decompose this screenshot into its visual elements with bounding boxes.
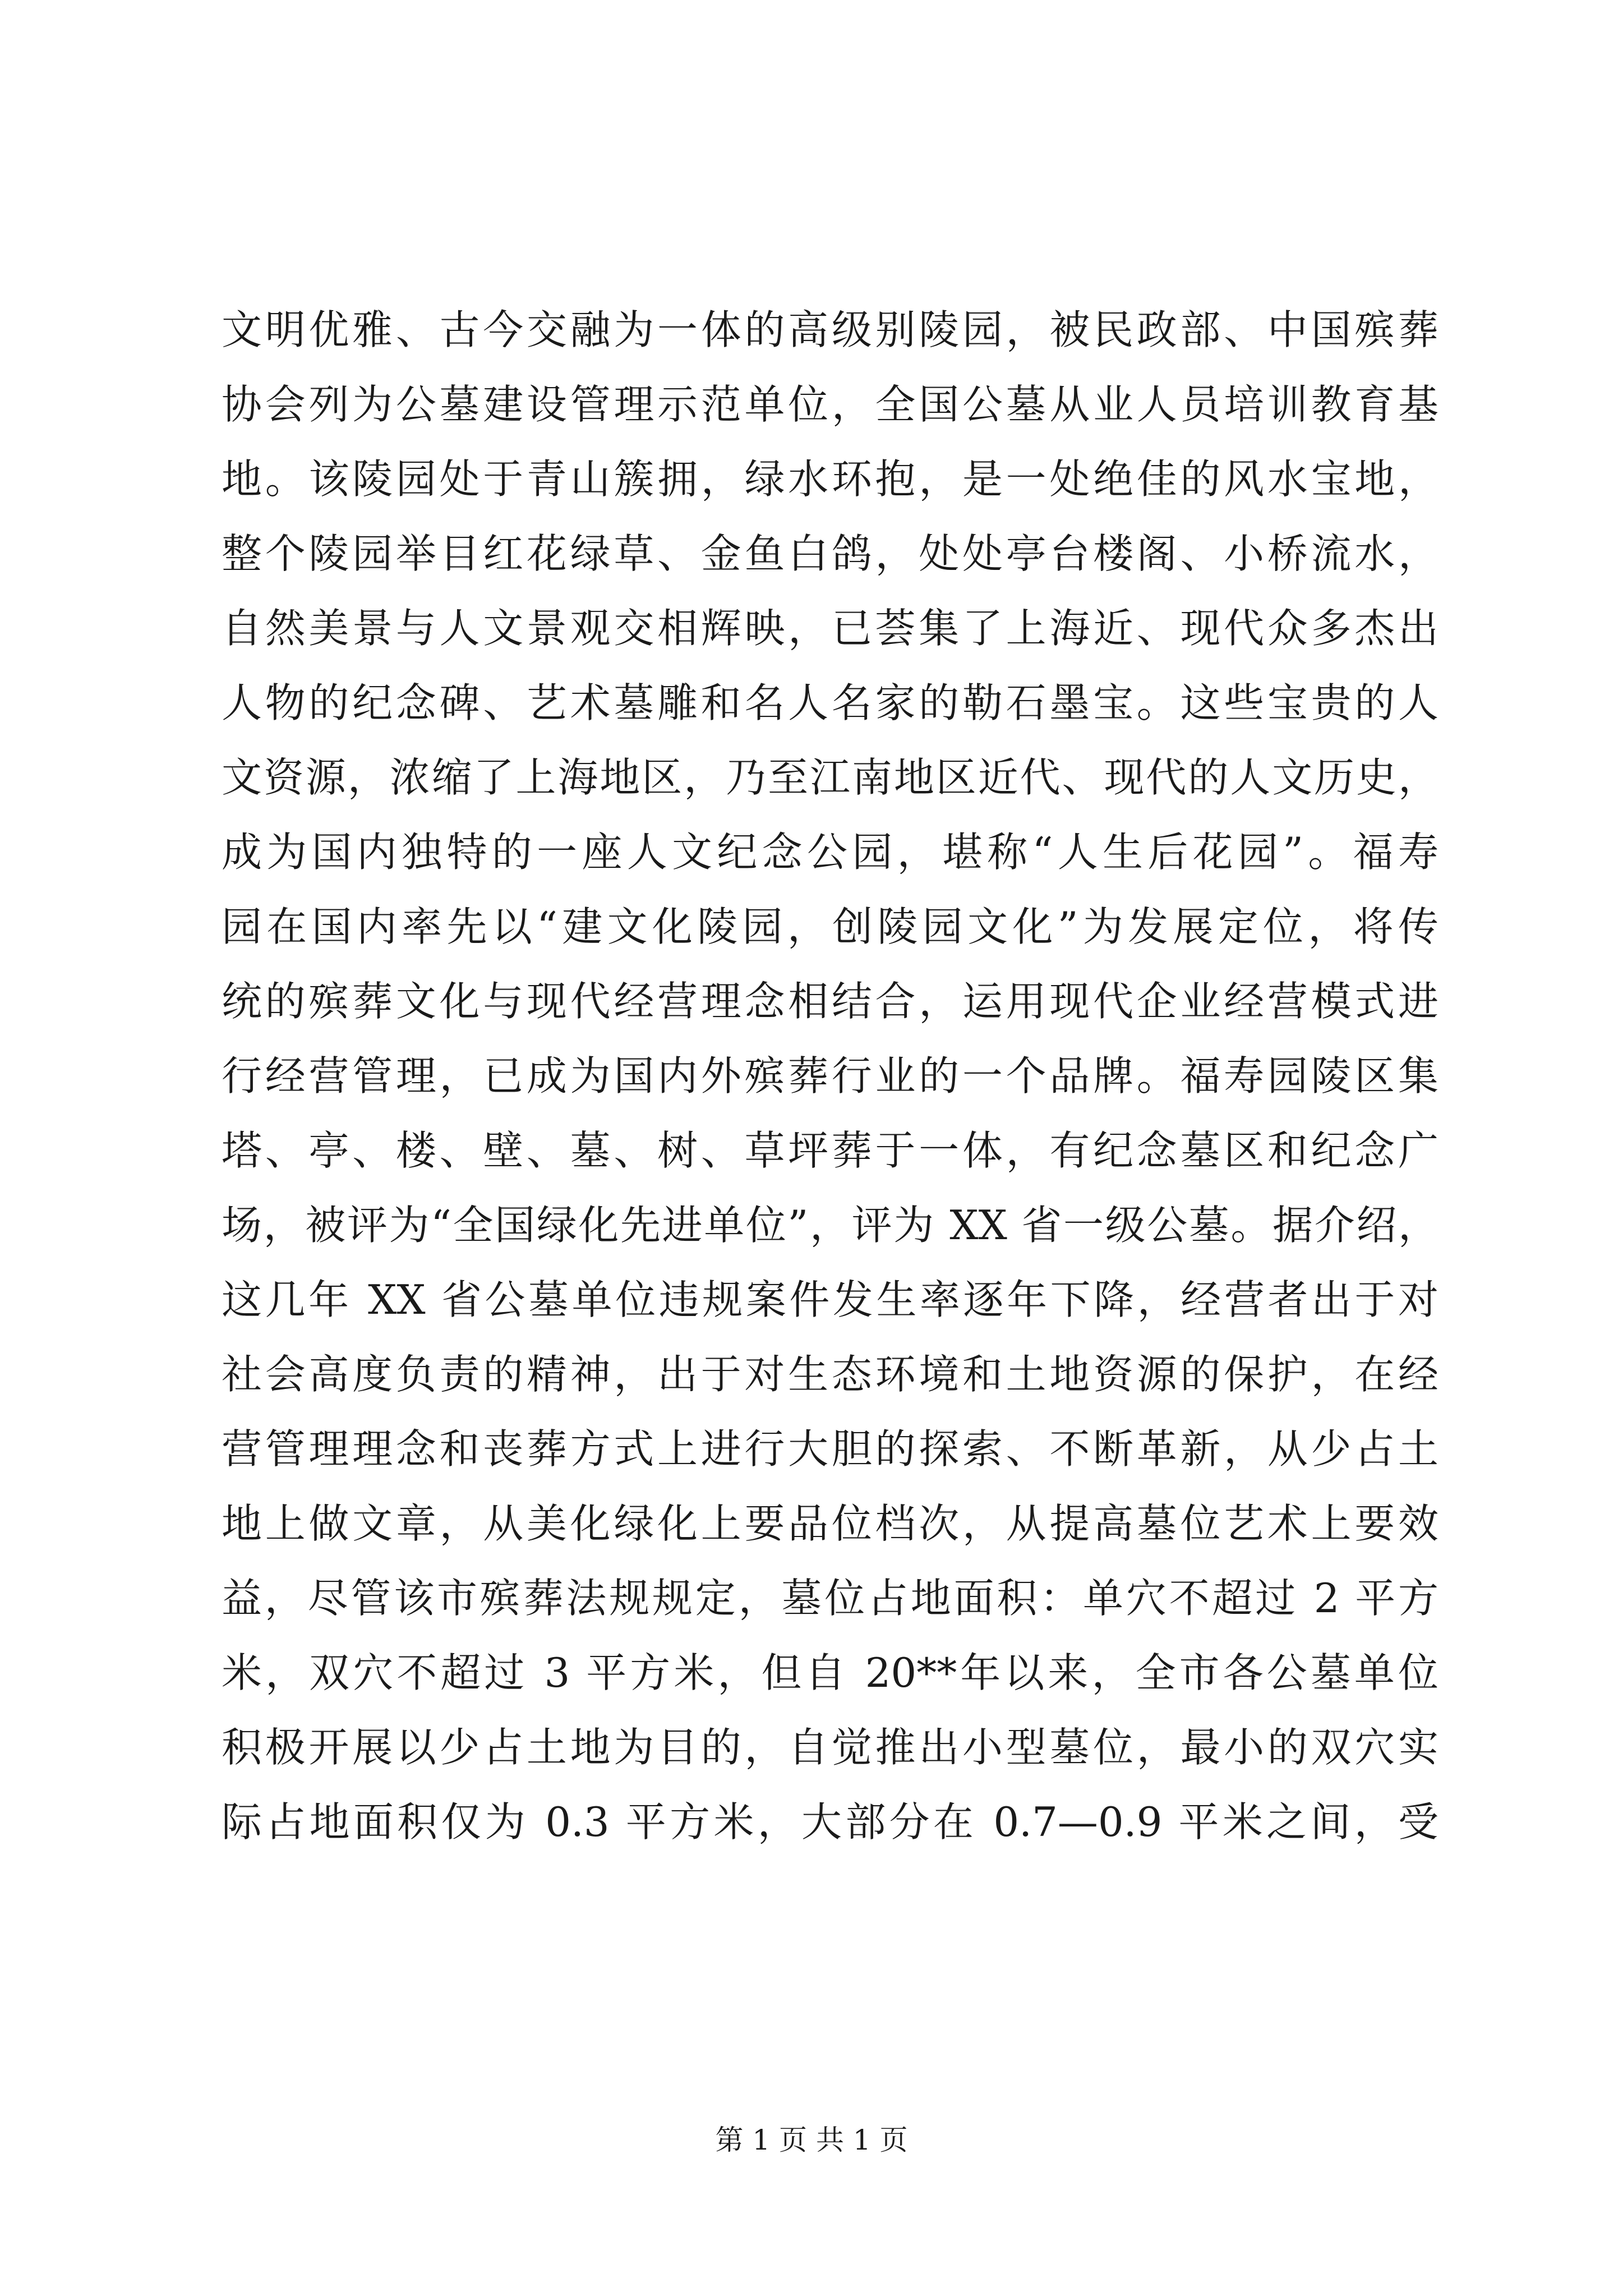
page-footer — [0, 2120, 1623, 2160]
text-line: 整个陵园举目红花绿草、金鱼白鸽，处处亭台楼阁、小桥流水， — [222, 530, 1438, 577]
text-line: 塔、亭、楼、壁、墓、树、草坪葬于一体，有纪念墓区和纪念广 — [222, 1127, 1438, 1174]
text-line: 营管理理念和丧葬方式上进行大胆的探索、不断革新，从少占土 — [222, 1425, 1438, 1473]
text-line: 自然美景与人文景观交相辉映，已荟集了上海近、现代众多杰出 — [222, 605, 1438, 652]
text-line: 社会高度负责的精神，出于对生态环境和土地资源的保护，在经 — [222, 1351, 1438, 1398]
text-line: 成为国内独特的一座人文纪念公园，堪称“人生后花园”。福寿 — [222, 829, 1438, 876]
text-line: 统的殡葬文化与现代经营理念相结合，运用现代企业经营模式进 — [222, 978, 1438, 1025]
text-line: 园在国内率先以“建文化陵园，创陵园文化”为发展定位，将传 — [222, 903, 1438, 950]
text-line: 米，双穴不超过 3 平方米，但自 20**年以来，全市各公墓单位 — [222, 1649, 1438, 1696]
text-line: 行经营管理，已成为国内外殡葬行业的一个品牌。福寿园陵区集 — [222, 1052, 1438, 1099]
text-line: 地。该陵园处于青山簇拥，绿水环抱，是一处绝佳的风水宝地， — [222, 455, 1438, 503]
text-line: 场，被评为“全国绿化先进单位”，评为 XX 省一级公墓。据介绍， — [222, 1202, 1438, 1249]
text-line: 这几年 XX 省公墓单位违规案件发生率逐年下降，经营者出于对 — [222, 1276, 1438, 1323]
text-line: 协会列为公墓建设管理示范单位，全国公墓从业人员培训教育基 — [222, 381, 1438, 428]
text-line: 际占地面积仅为 0.3 平方米，大部分在 0.7—0.9 平米之间，受 — [222, 1798, 1438, 1846]
page-number: 第 1 页 共 1 页 — [715, 2124, 908, 2156]
text-line: 文资源，浓缩了上海地区，乃至江南地区近代、现代的人文历史， — [222, 754, 1438, 801]
text-line: 人物的纪念碑、艺术墓雕和名人名家的勒石墨宝。这些宝贵的人 — [222, 679, 1438, 726]
text-line: 益，尽管该市殡葬法规规定，墓位占地面积：单穴不超过 2 平方 — [222, 1575, 1438, 1622]
body-paragraph — [222, 293, 1438, 1860]
text-line: 文明优雅、古今交融为一体的高级别陵园，被民政部、中国殡葬 — [222, 306, 1438, 353]
text-line: 地上做文章，从美化绿化上要品位档次，从提高墓位艺术上要效 — [222, 1500, 1438, 1547]
text-line: 积极开展以少占土地为目的，自觉推出小型墓位，最小的双穴实 — [222, 1724, 1438, 1771]
